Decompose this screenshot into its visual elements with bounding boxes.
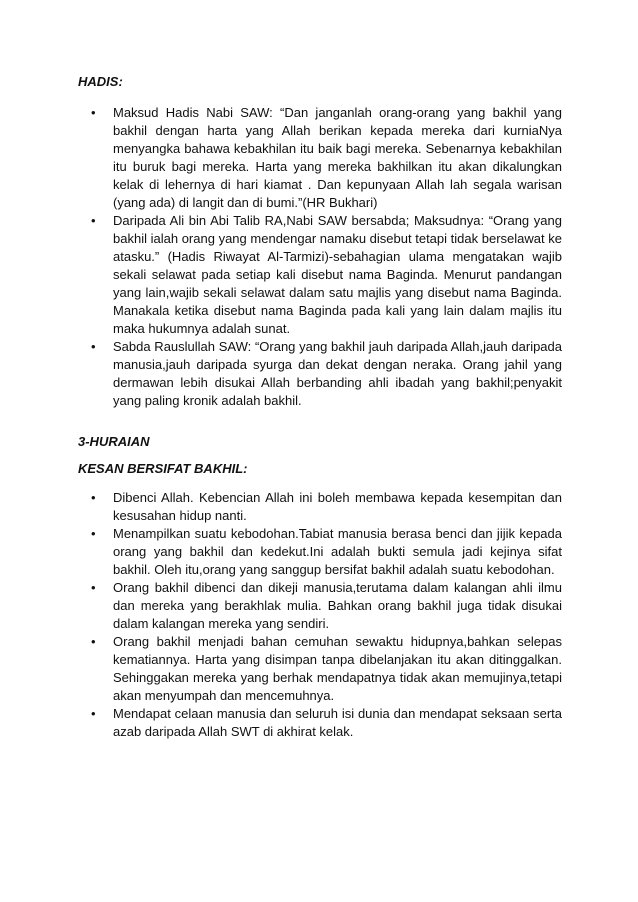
kesan-item-text: Menampilkan suatu kebodohan.Tabiat manusia berasa benci dan jijik kepada orang yang bakhil dan kedekut.Ini adalah bukti semula jadi kejinya sifat bakhil. Oleh itu,orang yang sanggup bersifat bakhil adalah suatu kebodohan. <box>113 526 562 577</box>
list-item <box>78 525 562 579</box>
kesan-item-text: Orang bakhil dibenci dan dikeji manusia,terutama dalam kalangan ahli ilmu dan mereka yang berakhlak mulia. Bahkan orang bakhil juga tidak disukai dalam kalangan mereka yang sendiri. <box>113 580 562 631</box>
kesan-item-text: Dibenci Allah. Kebencian Allah ini boleh membawa kepada kesempitan dan kesusahan hidup nanti. <box>113 490 562 523</box>
kesan-item-text: Orang bakhil menjadi bahan cemuhan sewaktu hidupnya,bahkan selepas kematiannya. Harta yang disimpan tanpa dibelanjakan itu akan ditinggalkan. Sehinggakan mereka yang berhak mendapatnya tidak akan memujinya,tetapi akan menyumpah dan mencemuhnya. <box>113 634 562 703</box>
hadis-list <box>78 104 562 410</box>
bullet-icon: • <box>91 706 96 721</box>
list-item <box>78 633 562 705</box>
list-item <box>78 338 562 410</box>
kesan-list <box>78 489 562 741</box>
bullet-icon: • <box>91 105 96 120</box>
bullet-icon: • <box>91 339 96 354</box>
bullet-icon: • <box>91 213 96 228</box>
hadis-item-text: Maksud Hadis Nabi SAW: “Dan janganlah orang-orang yang bakhil yang bakhil dengan harta yang Allah berikan kepada mereka dari kurniaNya menyangka bahawa kebakhilan itu baik bagi mereka. Sebenarnya kebakhilan itu buruk bagi mereka. Harta yang mereka bakhilkan itu akan dikalungkan kelak di lehernya di hari kiamat . Dan kepunyaan Allah lah segala warisan (yang ada) di langit dan di bumi.”(HR Bukhari) <box>113 105 562 210</box>
kesan-item-text: Mendapat celaan manusia dan seluruh isi dunia dan mendapat seksaan serta azab daripada Allah SWT di akhirat kelak. <box>113 706 562 739</box>
hadis-heading: HADIS: <box>78 74 123 89</box>
hadis-item-text: Daripada Ali bin Abi Talib RA,Nabi SAW bersabda; Maksudnya: “Orang yang bakhil ialah orang yang mendengar namaku disebut tetapi tidak berselawat ke atasku.” (Hadis Riwayat Al-Tarmizi)-sebahagian ulama mengatakan wajib sekali selawat pada setiap kali disebut nama Baginda. Menurut pandangan yang lain,wajib sekali selawat dalam satu majlis yang disebut nama Baginda. Manakala ketika disebut nama Baginda pada kali yang lain dalam majlis itu maka hukumnya adalah sunat. <box>113 213 562 336</box>
list-item <box>78 705 562 741</box>
bullet-icon: • <box>91 580 96 595</box>
kesan-heading: KESAN BERSIFAT BAKHIL: <box>78 461 248 476</box>
bullet-icon: • <box>91 634 96 649</box>
list-item <box>78 104 562 212</box>
bullet-icon: • <box>91 526 96 541</box>
list-item <box>78 489 562 525</box>
list-item <box>78 212 562 338</box>
list-item <box>78 579 562 633</box>
huraian-heading: 3-HURAIAN <box>78 434 150 449</box>
bullet-icon: • <box>91 490 96 505</box>
hadis-item-text: Sabda Rauslullah SAW: “Orang yang bakhil jauh daripada Allah,jauh daripada manusia,jauh daripada syurga dan dekat dengan neraka. Orang jahil yang dermawan lebih disukai Allah berbanding ahli ibadah yang bakhil;penyakit yang paling kronik adalah bakhil. <box>113 339 562 408</box>
